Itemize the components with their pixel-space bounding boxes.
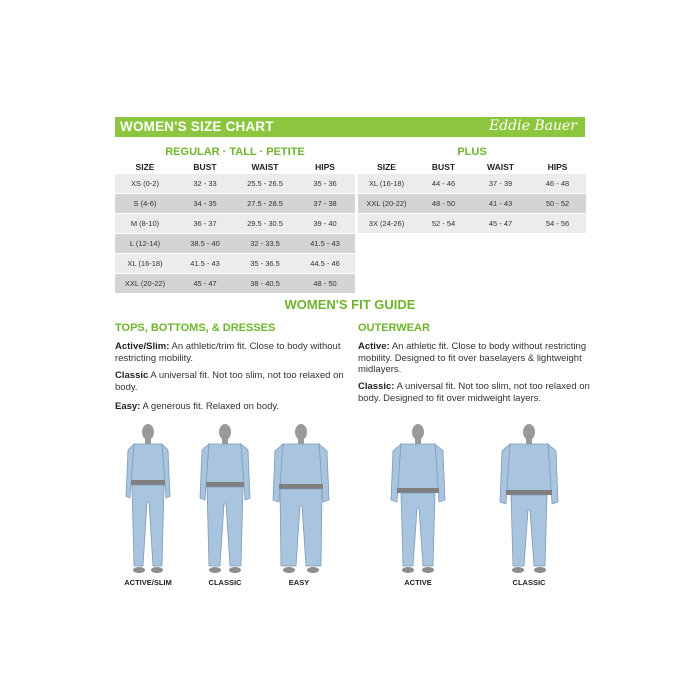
bust-cell: 44 - 46 <box>415 174 472 194</box>
bust-cell: 34 - 35 <box>175 194 235 214</box>
figure-label-active-slim: ACTIVE/SLIM <box>124 578 172 587</box>
mannequin-easy-illustration <box>268 420 334 580</box>
bust-cell: 38.5 - 40 <box>175 234 235 254</box>
fit-text: A universal fit. Not too slim, not too relaxed on body. Designed to fit over midweight layers. <box>358 381 590 404</box>
banner-title: WOMEN'S SIZE CHART <box>120 119 274 134</box>
waist-cell: 45 - 47 <box>472 214 529 234</box>
fit-term: Active: <box>358 341 390 352</box>
size-chart-banner <box>115 117 585 137</box>
hips-cell: 41.5 - 43 <box>295 234 355 254</box>
waist-cell: 25.5 - 26.5 <box>235 174 295 194</box>
bust-cell: 48 - 50 <box>415 194 472 214</box>
fit-term: Easy: <box>115 401 141 412</box>
fit-text: A universal fit. Not too slim, not too relaxed on body. <box>115 370 344 393</box>
table-row <box>115 274 355 294</box>
table-row <box>115 234 355 254</box>
hips-cell: 35 - 36 <box>295 174 355 194</box>
fit-term: Classic: <box>358 381 395 392</box>
tops-desc-classic <box>115 370 355 393</box>
column-header: HIPS <box>547 162 568 172</box>
figure-label-classic: CLASSIC <box>208 578 242 587</box>
column-header: HIPS <box>315 162 335 172</box>
table-row <box>358 194 586 214</box>
hips-cell: 44.5 - 46 <box>295 254 355 274</box>
column-header: BUST <box>431 162 456 172</box>
waist-cell: 35 - 36.5 <box>235 254 295 274</box>
figure-label-active: ACTIVE <box>404 578 432 587</box>
mannequin-outerwear-active-illustration <box>386 420 450 580</box>
hips-cell: 50 - 52 <box>529 194 586 214</box>
table-row <box>115 254 355 274</box>
size-cell: XXL (20-22) <box>115 274 175 294</box>
outer-desc-active <box>358 341 590 376</box>
brand-logo: Eddie Bauer <box>489 118 577 134</box>
size-cell: L (12-14) <box>115 234 175 254</box>
waist-cell: 38 - 40.5 <box>235 274 295 294</box>
hips-cell: 48 - 50 <box>295 274 355 294</box>
figure-label-classic-outerwear: CLASSIC <box>512 578 546 587</box>
bust-cell: 32 - 33 <box>175 174 235 194</box>
figure-label-easy: EASY <box>288 578 310 587</box>
column-header: WAIST <box>251 162 279 172</box>
waist-cell: 29.5 - 30.5 <box>235 214 295 234</box>
size-cell: XS (0-2) <box>115 174 175 194</box>
size-cell: 3X (24-26) <box>358 214 415 234</box>
table-row <box>115 174 355 194</box>
size-cell: M (8-10) <box>115 214 175 234</box>
fit-guide-title: WOMEN'S FIT GUIDE <box>284 297 416 312</box>
table-row <box>358 174 586 194</box>
plus-size-table <box>358 160 586 234</box>
hips-cell: 39 - 40 <box>295 214 355 234</box>
hips-cell: 54 - 56 <box>529 214 586 234</box>
mannequin-active-slim-illustration <box>118 420 178 580</box>
fit-term: Active/Slim: <box>115 341 170 352</box>
size-cell: XXL (20-22) <box>358 194 415 214</box>
fit-text: An athletic/trim fit. Close to body without restricting mobility. <box>115 341 341 364</box>
waist-cell: 41 - 43 <box>472 194 529 214</box>
bust-cell: 45 - 47 <box>175 274 235 294</box>
waist-cell: 37 - 39 <box>472 174 529 194</box>
plus-table-title: PLUS <box>457 146 487 158</box>
column-header: BUST <box>193 162 217 172</box>
table-row <box>358 214 586 234</box>
size-cell: XL (16-18) <box>115 254 175 274</box>
tops-heading: TOPS, BOTTOMS, & DRESSES <box>115 322 276 334</box>
waist-cell: 27.5 - 28.5 <box>235 194 295 214</box>
outerwear-heading: OUTERWEAR <box>358 322 430 334</box>
fit-text: A generous fit. Relaxed on body. <box>142 401 280 412</box>
bust-cell: 41.5 - 43 <box>175 254 235 274</box>
column-header: SIZE <box>377 162 396 172</box>
size-cell: XL (16-18) <box>358 174 415 194</box>
tops-desc-easy <box>115 401 355 413</box>
fit-term: Classic <box>115 370 149 381</box>
column-header: WAIST <box>487 162 514 172</box>
waist-cell: 32 - 33.5 <box>235 234 295 254</box>
fit-text: An athletic fit. Close to body without restricting mobility. Designed to fit over baselayers & lightweight midlayers. <box>358 341 587 375</box>
column-header: SIZE <box>135 162 155 172</box>
table-row <box>115 214 355 234</box>
regular-table-title: REGULAR · TALL · PETITE <box>165 146 305 158</box>
hips-cell: 37 - 38 <box>295 194 355 214</box>
regular-size-table <box>115 160 355 294</box>
tops-desc-active <box>115 341 355 364</box>
table-row <box>115 194 355 214</box>
hips-cell: 46 - 48 <box>529 174 586 194</box>
outer-desc-classic <box>358 381 590 404</box>
bust-cell: 52 - 54 <box>415 214 472 234</box>
mannequin-outerwear-classic-illustration <box>496 420 562 580</box>
size-cell: S (4-6) <box>115 194 175 214</box>
bust-cell: 36 - 37 <box>175 214 235 234</box>
mannequin-classic-illustration <box>194 420 256 580</box>
